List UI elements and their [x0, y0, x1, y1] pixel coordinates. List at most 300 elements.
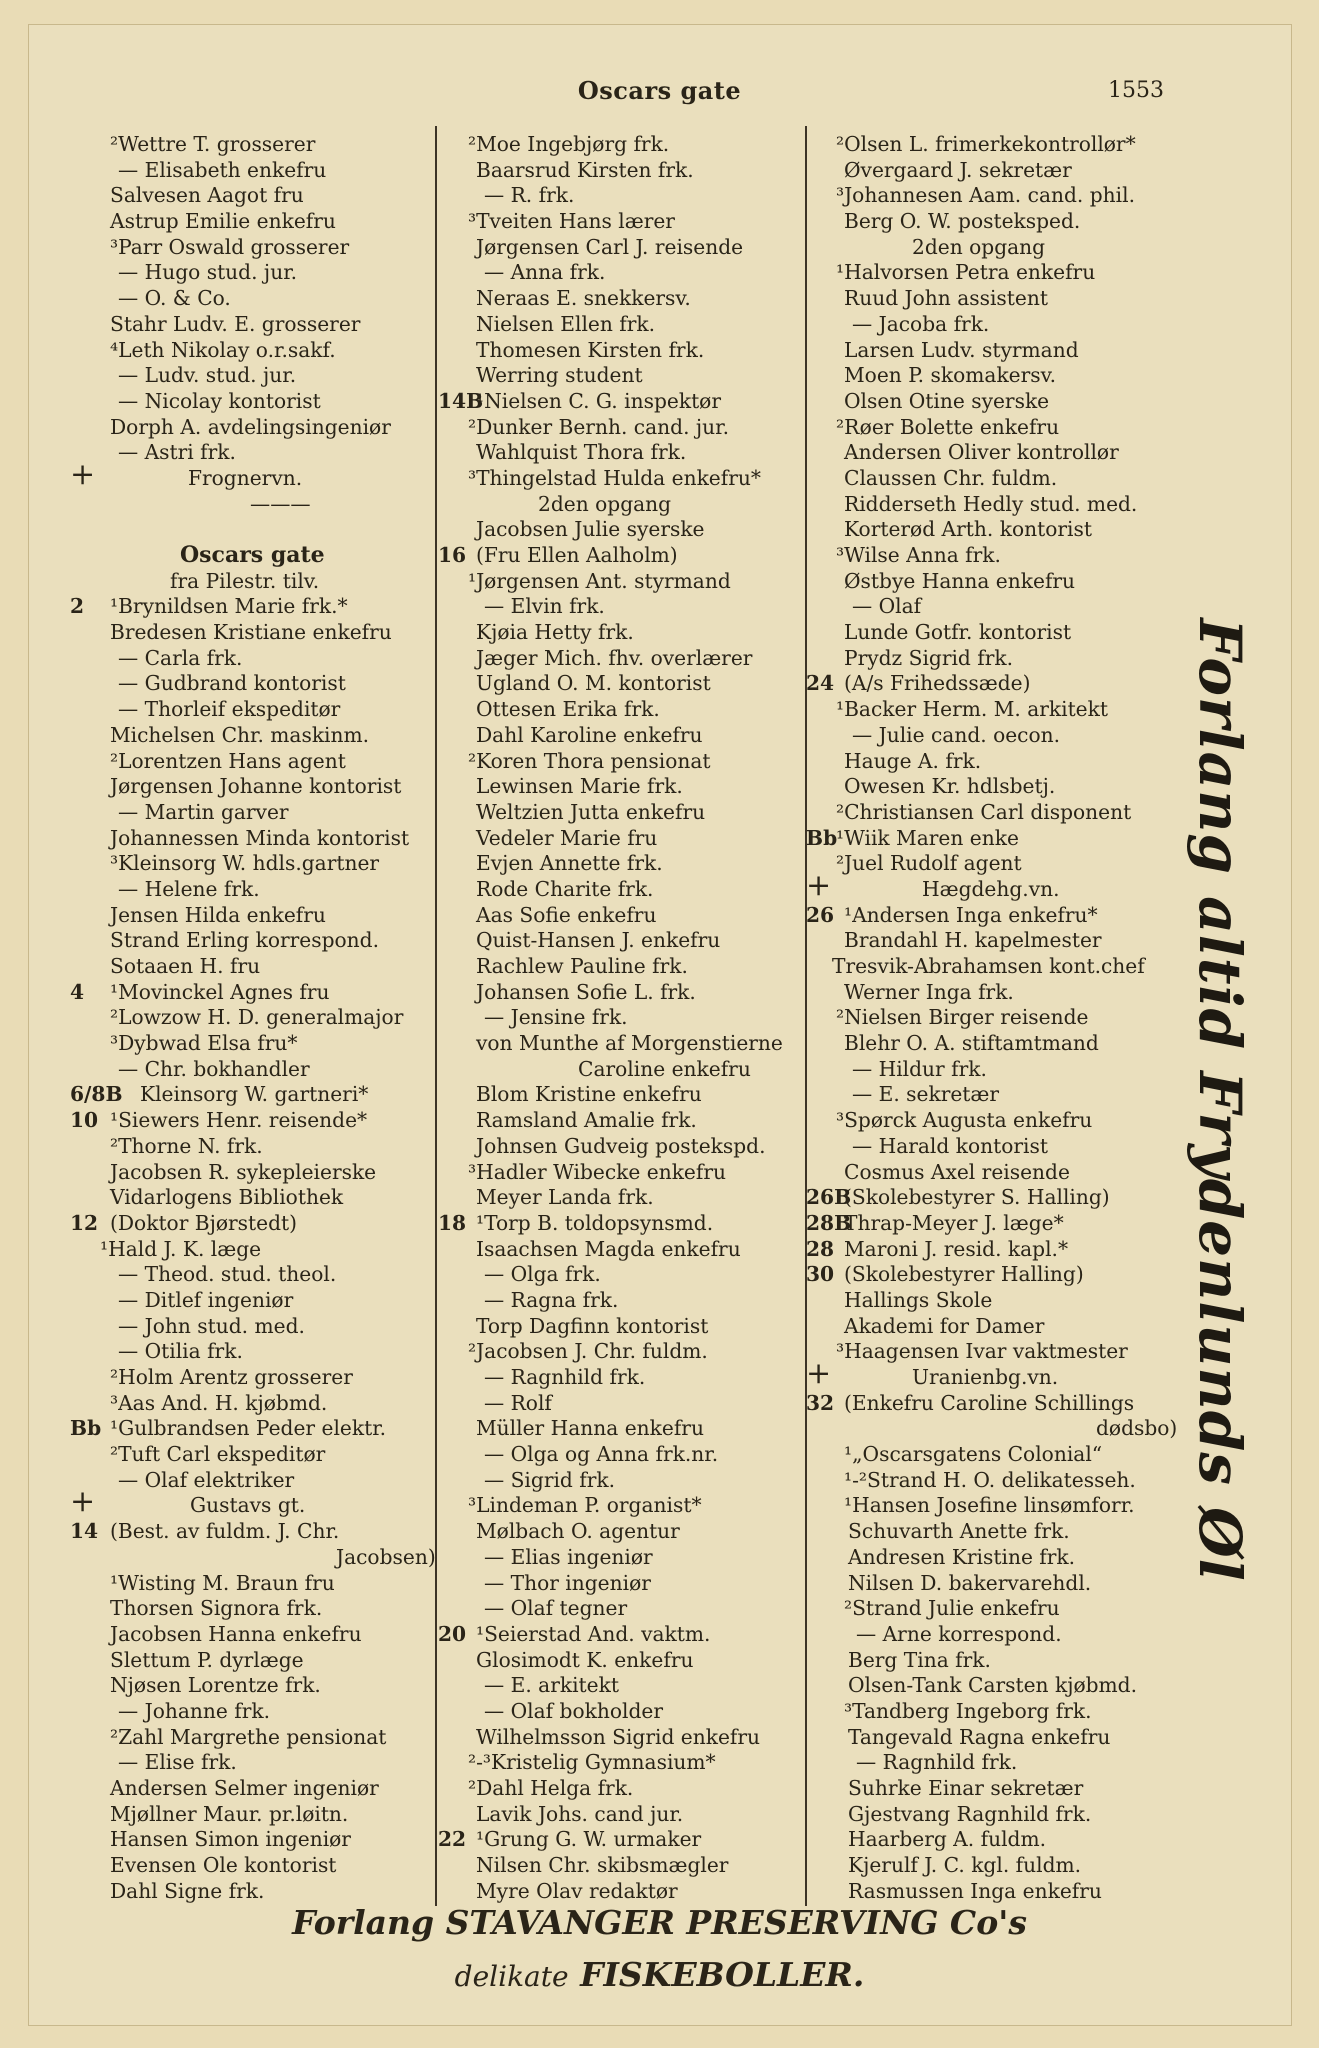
directory-entry [438, 851, 806, 877]
entry-text: Tangevald Ragna enkefru [848, 1724, 1111, 1749]
entry-text: Evjen Annette frk. [476, 851, 663, 876]
page-number: 1553 [1108, 78, 1164, 103]
directory-entry [438, 594, 806, 620]
directory-entry [806, 1005, 1170, 1031]
directory-entry [70, 1108, 436, 1134]
directory-entry [70, 363, 436, 389]
entry-text: Werring student [476, 363, 643, 388]
entry-text: Ridderseth Hedly stud. med. [844, 491, 1138, 516]
directory-entry [70, 415, 436, 441]
directory-entry [70, 209, 436, 235]
directory-entry [438, 1082, 806, 1108]
entry-text: — Ragnhild frk. [856, 1750, 1018, 1775]
directory-entry [438, 338, 806, 364]
house-number: 12 [70, 1210, 99, 1235]
entry-text: Thrap-Meyer J. læge* [844, 1210, 1064, 1235]
directory-entry [438, 620, 806, 646]
entry-text: — Olga og Anna frk.nr. [484, 1442, 719, 1467]
entry-text: Jacobsen R. sykepleierske [110, 1159, 377, 1184]
entry-text: Østbye Hanna enkefru [844, 568, 1076, 593]
directory-entry [70, 1802, 436, 1828]
entry-text: — Elias ingeniør [484, 1544, 653, 1569]
entry-text: — R. frk. [484, 183, 575, 208]
house-number: 26B [806, 1185, 852, 1210]
entry-text: Mjøllner Maur. pr.løitn. [110, 1801, 349, 1826]
ad-word-fiskeboller: FISKEBOLLER. [580, 1955, 865, 1994]
directory-entry [438, 286, 806, 312]
directory-entry [438, 158, 806, 184]
entry-text: — Martin garver [118, 799, 289, 824]
directory-entry [438, 312, 806, 338]
house-number: 26 [806, 902, 835, 927]
directory-entry [806, 749, 1170, 775]
entry-text: Dahl Signe frk. [110, 1878, 265, 1903]
entry-text: Astrup Emilie enkefru [110, 209, 336, 234]
directory-entry [806, 1571, 1170, 1597]
directory-entry [438, 415, 806, 441]
entry-text: Blom Kristine enkefru [476, 1082, 702, 1107]
entry-text: Andersen Oliver kontrollør [844, 440, 1119, 465]
entry-text: (Skolebestyrer S. Halling) [844, 1185, 1110, 1210]
entry-text: Rasmussen Inga enkefru [848, 1878, 1102, 1903]
directory-entry [70, 158, 436, 184]
directory-entry [806, 1339, 1170, 1365]
entry-text: Korterød Arth. kontorist [844, 517, 1092, 542]
entry-text: Meyer Landa frk. [476, 1185, 654, 1210]
entry-text: (Enkefru Caroline Schillings [844, 1390, 1135, 1415]
entry-text: ²Holm Arentz grosserer [110, 1365, 353, 1389]
directory-entry [438, 749, 806, 775]
entry-text: Andresen Kristine frk. [848, 1544, 1076, 1569]
entry-text: — Harald kontorist [852, 1133, 1048, 1158]
entry-text: Thorsen Signora frk. [110, 1596, 323, 1621]
entry-text: Johannessen Minda kontorist [110, 825, 410, 850]
entry-text: — Helene frk. [118, 876, 260, 901]
entry-text: — John stud. med. [118, 1313, 305, 1338]
entry-text: Prydz Sigrid frk. [844, 645, 1014, 670]
directory-entry [70, 312, 436, 338]
entry-text: — E. sekretær [852, 1082, 1000, 1107]
house-number: 24 [806, 671, 835, 696]
directory-entry [806, 338, 1170, 364]
cross-street-marker: + [70, 1484, 96, 1520]
entry-text: — Thorleif ekspeditør [118, 697, 341, 722]
entry-text: ¹Seierstad And. vaktm. [476, 1621, 711, 1646]
entry-text: ²Olsen L. frimerkekontrollør* [836, 132, 1136, 156]
entry-text: ²Dahl Helga frk. [468, 1776, 634, 1800]
directory-entry [438, 132, 806, 158]
entry-text: — Rolf [484, 1390, 552, 1415]
entry-text: — Elisabeth enkefru [118, 157, 327, 182]
section-heading [70, 543, 436, 569]
directory-entry [70, 1185, 436, 1211]
entry-text: fra Pilestr. tilv. [170, 568, 320, 593]
entry-text: ³Tveiten Hans lærer [468, 209, 675, 234]
directory-entry [438, 1031, 806, 1057]
entry-text: — Astri frk. [118, 440, 236, 465]
entry-text: Sotaaen H. fru [110, 954, 261, 978]
cross-street-marker: + [70, 456, 96, 492]
directory-entry [438, 903, 806, 929]
entry-text: Cosmus Axel reisende [844, 1159, 1070, 1184]
directory-entry [438, 260, 806, 286]
entry-text: Frognervn. [188, 465, 303, 490]
entry-text: Ramsland Amalie frk. [476, 1108, 697, 1133]
house-number: Bb [70, 1416, 102, 1441]
directory-entry [806, 1622, 1170, 1648]
entry-text: Weltzien Jutta enkefru [476, 799, 706, 824]
directory-entry [806, 1082, 1170, 1108]
directory-entry [806, 1827, 1170, 1853]
directory-entry [806, 1442, 1170, 1468]
entry-text: ²Røer Bolette enkefru [836, 414, 1060, 439]
directory-entry [438, 1776, 806, 1802]
entry-text: Olsen-Tank Carsten kjøbmd. [848, 1673, 1138, 1698]
entry-text: — Anna frk. [484, 260, 606, 285]
directory-entry [438, 1493, 806, 1519]
directory-entry [806, 646, 1170, 672]
directory-entry [70, 1853, 436, 1879]
entry-text: ²Koren Thora pensionat [468, 748, 711, 773]
entry-text: ³Hadler Wibecke enkefru [468, 1159, 727, 1184]
directory-entry [70, 569, 436, 595]
directory-entry [806, 867, 1170, 903]
entry-text: Dorph A. avdelingsingeniør [110, 414, 391, 439]
directory-entry [438, 1262, 806, 1288]
entry-text: Müller Hanna enkefru [476, 1416, 704, 1441]
entry-text: Hansen Simon ingeniør [110, 1827, 351, 1852]
directory-entry [70, 954, 436, 980]
entry-text: — Chr. bokhandler [118, 1056, 310, 1081]
directory-entry [70, 1673, 436, 1699]
entry-text: ⁴Leth Nikolay o.r.sakf. [110, 337, 336, 362]
directory-entry [70, 235, 436, 261]
directory-entry [70, 440, 436, 466]
directory-entry [70, 851, 436, 877]
directory-entry [70, 800, 436, 826]
directory-entry [438, 492, 806, 518]
entry-text: ²Wettre T. grosserer [110, 132, 316, 156]
entry-text: ²Zahl Margrethe pensionat [110, 1724, 387, 1749]
directory-entry [438, 1545, 806, 1571]
directory-entry [70, 132, 436, 158]
directory-entry [438, 1699, 806, 1725]
house-number: 30 [806, 1262, 835, 1287]
entry-text: ³Johannesen Aam. cand. phil. [836, 183, 1135, 208]
entry-text: Uranienbg.vn. [912, 1365, 1059, 1389]
entry-text: Jørgensen Carl J. reisende [476, 234, 744, 259]
entry-text: — Carla frk. [118, 645, 243, 670]
directory-entry [806, 826, 1170, 852]
directory-entry [438, 671, 806, 697]
entry-text: Gustavs gt. [190, 1493, 306, 1518]
entry-text: — Olaf bokholder [484, 1698, 663, 1723]
entry-text: Vedeler Marie fru [476, 825, 658, 850]
directory-entry [806, 980, 1170, 1006]
entry-text: ³Tandberg Ingeborg frk. [844, 1698, 1092, 1723]
cross-street-marker: + [806, 867, 832, 903]
entry-text: Dahl Karoline enkefru [476, 722, 703, 747]
entry-text: ³Aas And. H. kjøbmd. [110, 1390, 328, 1415]
entry-text: ²Thorne N. frk. [110, 1133, 263, 1158]
entry-text: Jensen Hilda enkefru [110, 902, 326, 927]
directory-entry [438, 1339, 806, 1365]
directory-entry [806, 132, 1170, 158]
directory-column-2 [438, 132, 806, 1904]
directory-entry [806, 1134, 1170, 1160]
directory-entry [806, 1237, 1170, 1263]
entry-text: Mølbach O. agentur [476, 1519, 680, 1544]
entry-text: ²Tuft Carl ekspeditør [110, 1442, 326, 1467]
house-number: 18 [438, 1210, 467, 1235]
directory-entry [438, 1442, 806, 1468]
entry-text: Rode Charite frk. [476, 876, 654, 901]
entry-text: ¹Siewers Henr. reisende* [110, 1108, 368, 1133]
directory-entry [70, 183, 436, 209]
directory-entry [70, 1082, 436, 1108]
directory-entry [438, 1622, 806, 1648]
entry-text: Akademi for Damer [844, 1313, 1045, 1338]
directory-entry [806, 1648, 1170, 1674]
directory-entry [70, 903, 436, 929]
entry-text: Ugland O. M. kontorist [476, 671, 711, 696]
house-number: 2 [70, 594, 85, 619]
directory-entry [70, 1160, 436, 1186]
directory-entry [806, 158, 1170, 184]
directory-entry [438, 1750, 806, 1776]
entry-text: ²Nielsen Birger reisende [836, 1005, 1089, 1030]
entry-text: — Theod. stud. theol. [118, 1262, 337, 1287]
entry-text: ³Thingelstad Hulda enkefru* [468, 465, 761, 490]
entry-text: Olsen Otine syerske [844, 388, 1050, 413]
directory-entry [438, 1288, 806, 1314]
entry-text: Kjerulf J. C. kgl. fuldm. [848, 1853, 1082, 1878]
directory-entry [70, 1484, 436, 1520]
house-number: 28B [806, 1210, 852, 1235]
entry-text: (A/s Frihedssæde) [844, 671, 1031, 696]
directory-entry [70, 877, 436, 903]
directory-entry [70, 338, 436, 364]
directory-entry [438, 363, 806, 389]
directory-entry [806, 1356, 1170, 1391]
directory-entry [70, 774, 436, 800]
entry-text: ¹Hald J. K. læge [100, 1236, 262, 1261]
entry-text: Kleinsorg W. gartneri* [140, 1082, 369, 1107]
entry-text: ²Jacobsen J. Chr. fuldm. [468, 1339, 708, 1364]
entry-text: — Hildur frk. [852, 1056, 987, 1081]
directory-entry [438, 209, 806, 235]
entry-text: Nilsen Chr. skibsmægler [476, 1853, 729, 1878]
directory-column-3 [806, 132, 1178, 1904]
directory-entry [70, 1879, 436, 1905]
directory-entry [806, 1776, 1170, 1802]
entry-text: ²-³Kristelig Gymnasium* [468, 1750, 716, 1775]
entry-text: ¹Wiik Maren enke [836, 825, 1019, 850]
directory-entry [70, 1005, 436, 1031]
entry-text: — Ragna frk. [484, 1287, 619, 1312]
directory-entry [70, 749, 436, 775]
directory-entry [438, 1673, 806, 1699]
entry-text: Jacobsen Julie syerske [476, 517, 705, 542]
directory-entry [438, 954, 806, 980]
entry-text: ¹Wisting M. Braun fru [110, 1570, 335, 1595]
directory-entry [806, 543, 1170, 569]
directory-entry [70, 1725, 436, 1751]
entry-text: Werner Inga frk. [844, 979, 1014, 1004]
directory-entry [438, 1802, 806, 1828]
entry-text: Andersen Selmer ingeniør [110, 1776, 379, 1800]
entry-text: — Ragnhild frk. [484, 1365, 646, 1389]
directory-entry [806, 1160, 1170, 1186]
directory-entry [70, 1442, 436, 1468]
entry-text: (Fru Ellen Aalholm) [476, 543, 678, 567]
directory-entry [806, 1673, 1170, 1699]
directory-entry [806, 517, 1170, 543]
directory-entry [806, 620, 1170, 646]
directory-entry [438, 183, 806, 209]
entry-text: Berg Tina frk. [848, 1647, 991, 1672]
entry-text: — Arne korrespond. [856, 1621, 1062, 1646]
cross-street-marker: + [806, 1356, 832, 1391]
directory-entry [806, 389, 1170, 415]
entry-text: Claussen Chr. fuldm. [844, 465, 1058, 490]
entry-text: — Elvin frk. [484, 594, 605, 619]
directory-entry [806, 492, 1170, 518]
house-number: 4 [70, 979, 85, 1004]
directory-entry [806, 209, 1170, 235]
entry-text: Hægdehg.vn. [922, 876, 1060, 901]
entry-text: ¹-²Strand H. O. delikatesseh. [844, 1467, 1136, 1492]
entry-text: ³Haagensen Ivar vaktmester [836, 1339, 1128, 1364]
directory-entry [806, 1185, 1170, 1211]
entry-text: Slettum P. dyrlæge [110, 1647, 304, 1672]
entry-text: Brandahl H. kapelmester [844, 928, 1102, 953]
directory-entry [70, 1699, 436, 1725]
directory-entry [806, 774, 1170, 800]
directory-entry [70, 1827, 436, 1853]
directory-entry [70, 1211, 436, 1237]
house-number: 16 [438, 543, 467, 567]
directory-entry [70, 1314, 436, 1340]
directory-entry [438, 646, 806, 672]
entry-text: Tresvik-Abrahamsen kont.chef [832, 954, 1145, 978]
entry-text: Blehr O. A. stiftamtmand [844, 1031, 1099, 1056]
entry-text: — Hugo stud. jur. [118, 260, 298, 285]
directory-entry [70, 492, 436, 518]
directory-entry [806, 1031, 1170, 1057]
directory-entry [806, 440, 1170, 466]
entry-text: — Olaf tegner [484, 1596, 628, 1621]
entry-text: ¹Hansen Josefine linsømforr. [844, 1493, 1135, 1518]
directory-entry [70, 1288, 436, 1314]
entry-text: Øvergaard J. sekretær [844, 157, 1072, 182]
directory-entry [438, 1391, 806, 1417]
entry-text: Johansen Sofie L. frk. [476, 979, 696, 1004]
directory-entry [70, 1262, 436, 1288]
entry-text: Larsen Ludv. styrmand [844, 337, 1079, 362]
directory-entry [806, 1802, 1170, 1828]
directory-entry [70, 1237, 436, 1263]
directory-entry [70, 1622, 436, 1648]
directory-column-1 [70, 132, 436, 1904]
entry-text: Suhrke Einar sekretær [848, 1776, 1084, 1800]
directory-entry [70, 1031, 436, 1057]
directory-entry [438, 980, 806, 1006]
directory-entry [806, 183, 1170, 209]
directory-entry [438, 389, 806, 415]
entry-text: Lavik Johs. cand jur. [476, 1801, 684, 1826]
entry-text: Lunde Gotfr. kontorist [844, 620, 1072, 645]
directory-entry [70, 594, 436, 620]
entry-text: Lewinsen Marie frk. [476, 774, 683, 799]
entry-text: Schuvarth Anette frk. [848, 1519, 1070, 1544]
entry-text: Wahlquist Thora frk. [476, 440, 687, 465]
entry-text: Gjestvang Ragnhild frk. [848, 1801, 1092, 1826]
directory-entry [806, 1853, 1170, 1879]
directory-entry [70, 928, 436, 954]
entry-text: Vidarlogens Bibliothek [110, 1185, 344, 1210]
entry-text: 2den opgang [538, 491, 672, 516]
side-advertisement [1186, 500, 1254, 1700]
directory-entry [806, 697, 1170, 723]
directory-entry [70, 826, 436, 852]
directory-entry [438, 877, 806, 903]
directory-entry [438, 1237, 806, 1263]
directory-entry [806, 286, 1170, 312]
house-number: 22 [438, 1827, 467, 1852]
entry-text: Myre Olav redaktør [476, 1878, 678, 1903]
entry-text: ¹Brynildsen Marie frk.* [110, 594, 348, 619]
directory-entry [438, 543, 806, 569]
entry-text: Neraas E. snekkersv. [476, 286, 691, 311]
directory-entry [70, 1545, 436, 1571]
entry-text: von Munthe af Morgenstierne [476, 1031, 783, 1056]
directory-entry [70, 646, 436, 672]
entry-text: — Ludv. stud. jur. [118, 363, 297, 388]
directory-entry [806, 1391, 1170, 1417]
entry-text: ¹Gulbrandsen Peder elektr. [110, 1416, 387, 1441]
entry-text: ²Dunker Bernh. cand. jur. [468, 414, 730, 439]
directory-entry [70, 1596, 436, 1622]
directory-entry [438, 697, 806, 723]
directory-entry [806, 954, 1170, 980]
directory-entry [70, 517, 436, 543]
directory-entry [806, 1750, 1170, 1776]
directory-entry [70, 456, 436, 492]
entry-text: Hauge A. frk. [844, 748, 982, 773]
bottom-advertisement-line-2 [0, 1955, 1319, 1994]
entry-text: — Olaf [852, 594, 922, 619]
directory-entry [806, 1493, 1170, 1519]
directory-entry [438, 1108, 806, 1134]
directory-entry [438, 1185, 806, 1211]
entry-text: Haarberg A. fuldm. [848, 1827, 1047, 1852]
entry-text: Evensen Ole kontorist [110, 1853, 337, 1878]
entry-text: (Skolebestyrer Halling) [844, 1262, 1084, 1287]
directory-entry [438, 1519, 806, 1545]
entry-text: Bredesen Kristiane enkefru [110, 620, 392, 645]
directory-entry [806, 800, 1170, 826]
directory-entry [806, 1108, 1170, 1134]
entry-text: Ruud John assistent [844, 286, 1048, 311]
directory-entry [70, 1339, 436, 1365]
directory-entry [438, 723, 806, 749]
entry-text: Torp Dagfinn kontorist [476, 1313, 709, 1338]
directory-entry [70, 1571, 436, 1597]
entry-text: ³Parr Oswald grosserer [110, 234, 350, 259]
directory-entry [806, 363, 1170, 389]
directory-entry [806, 1519, 1170, 1545]
